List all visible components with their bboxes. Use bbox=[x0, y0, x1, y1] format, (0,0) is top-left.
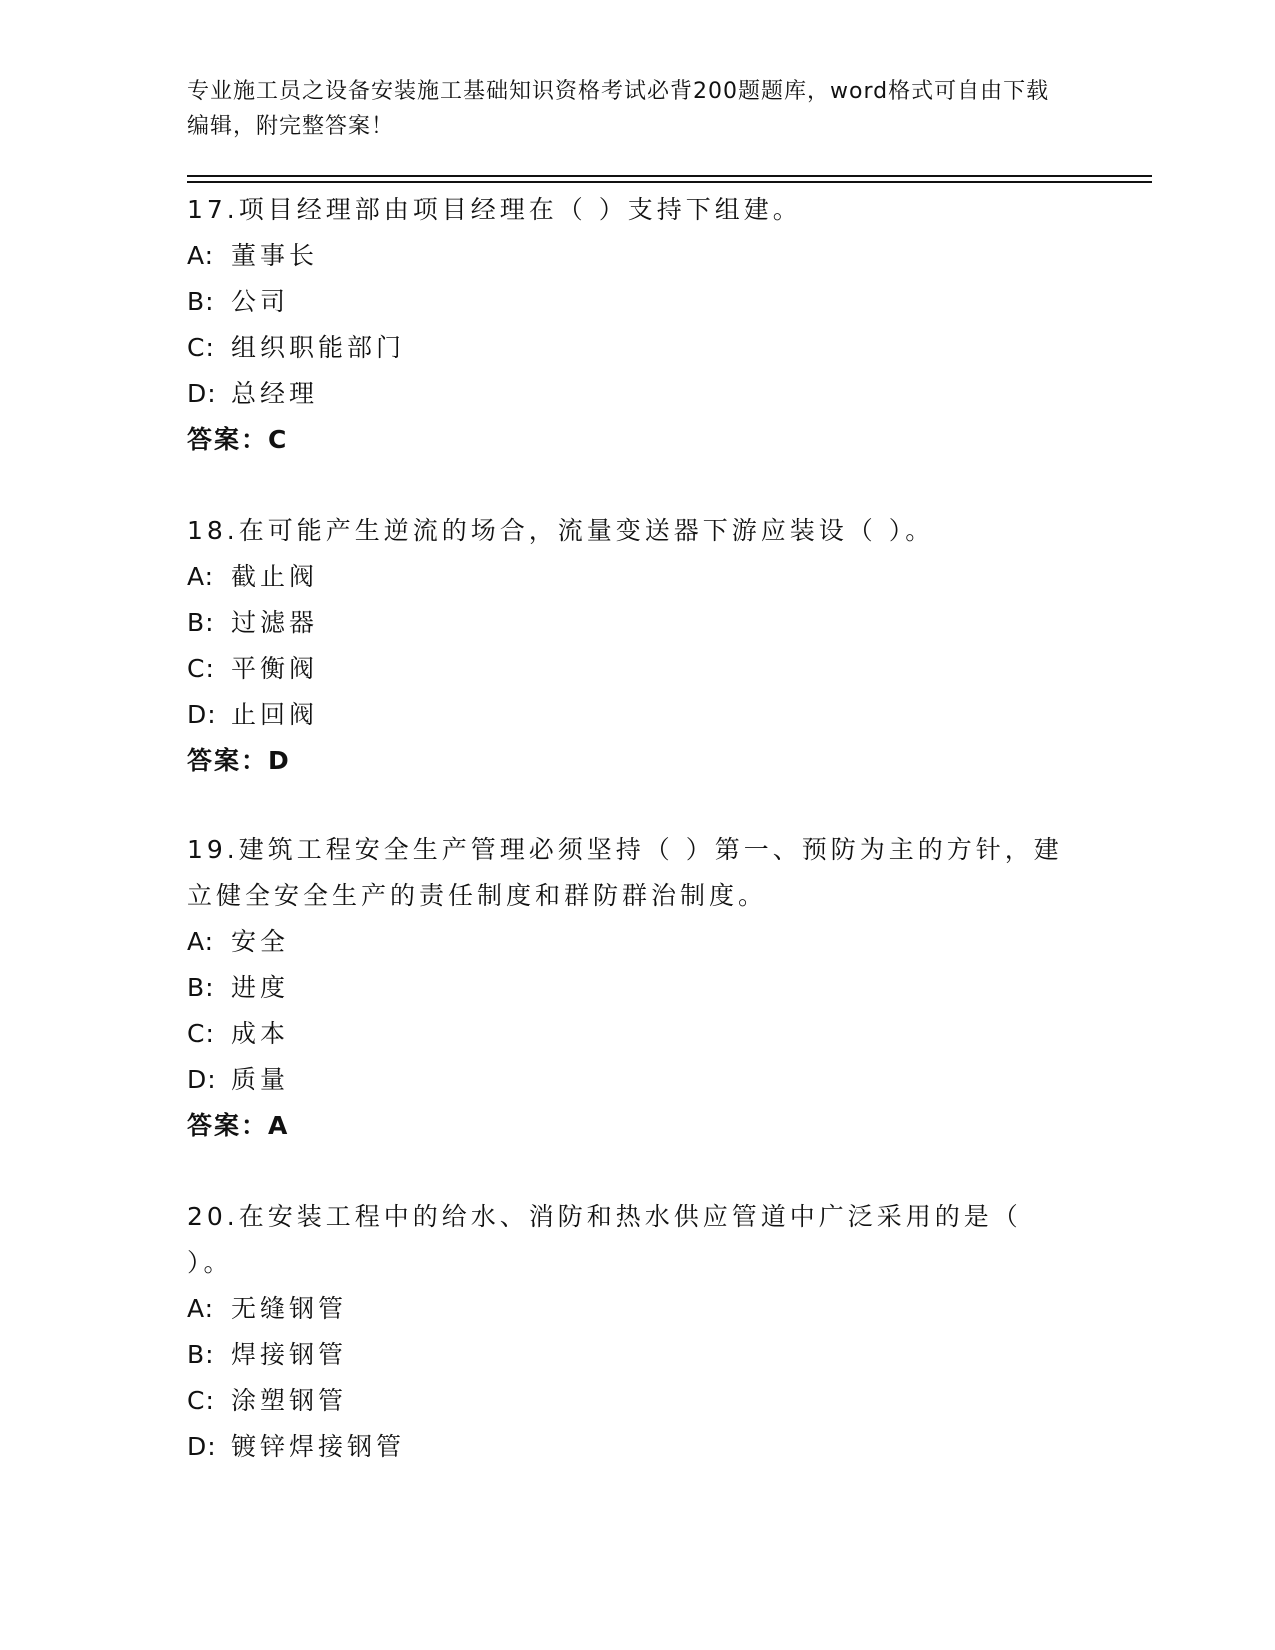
question-block bbox=[187, 1194, 1067, 1470]
option-letter: B: bbox=[187, 1340, 215, 1369]
option-d bbox=[187, 692, 1067, 738]
option-b bbox=[187, 279, 1067, 325]
option-letter: C: bbox=[187, 1019, 215, 1048]
option-d bbox=[187, 371, 1067, 417]
option-letter: D: bbox=[187, 379, 217, 408]
question-stem: 20.在安装工程中的给水、消防和热水供应管道中广泛采用的是（ ）。 bbox=[187, 1202, 1022, 1277]
option-letter: A: bbox=[187, 562, 215, 591]
answer-line: 答案：C bbox=[187, 425, 289, 454]
question-stem: 19.建筑工程安全生产管理必须坚持（ ）第一、预防为主的方针，建立健全安全生产的责任制度和群防群治制度。 bbox=[187, 835, 1063, 910]
question-stem: 17.项目经理部由项目经理在（ ）支持下组建。 bbox=[187, 195, 802, 224]
option-text: 公司 bbox=[231, 287, 290, 316]
option-letter: B: bbox=[187, 287, 215, 316]
option-letter: C: bbox=[187, 1386, 215, 1415]
option-c bbox=[187, 325, 1067, 371]
question-block bbox=[187, 827, 1067, 1149]
option-letter: C: bbox=[187, 333, 215, 362]
option-c bbox=[187, 1378, 1067, 1424]
option-text: 安全 bbox=[231, 927, 290, 956]
option-text: 涂塑钢管 bbox=[231, 1386, 348, 1415]
option-letter: B: bbox=[187, 608, 215, 637]
option-text: 组织职能部门 bbox=[231, 333, 406, 362]
option-letter: D: bbox=[187, 1065, 217, 1094]
option-text: 总经理 bbox=[231, 379, 319, 408]
option-text: 无缝钢管 bbox=[231, 1294, 348, 1323]
option-letter: D: bbox=[187, 700, 217, 729]
question-stem: 18.在可能产生逆流的场合，流量变送器下游应装设（ ）。 bbox=[187, 516, 935, 545]
answer-line: 答案：D bbox=[187, 746, 291, 775]
option-text: 成本 bbox=[231, 1019, 290, 1048]
option-text: 董事长 bbox=[231, 241, 319, 270]
option-c bbox=[187, 646, 1067, 692]
option-text: 过滤器 bbox=[231, 608, 319, 637]
question-block bbox=[187, 187, 1067, 463]
option-text: 质量 bbox=[231, 1065, 290, 1094]
option-d bbox=[187, 1057, 1067, 1103]
option-text: 平衡阀 bbox=[231, 654, 319, 683]
question-block bbox=[187, 508, 1067, 784]
option-text: 进度 bbox=[231, 973, 290, 1002]
answer-line: 答案：A bbox=[187, 1111, 290, 1140]
option-text: 截止阀 bbox=[231, 562, 319, 591]
option-a bbox=[187, 233, 1067, 279]
option-letter: A: bbox=[187, 241, 215, 270]
document-header: 专业施工员之设备安装施工基础知识资格考试必背200题题库，word格式可自由下载编辑，附完整答案！ bbox=[187, 79, 1050, 139]
option-letter: C: bbox=[187, 654, 215, 683]
option-b bbox=[187, 1332, 1067, 1378]
option-a bbox=[187, 554, 1067, 600]
option-text: 焊接钢管 bbox=[231, 1340, 348, 1369]
option-c bbox=[187, 1011, 1067, 1057]
header-divider-top bbox=[187, 175, 1152, 177]
option-letter: B: bbox=[187, 973, 215, 1002]
option-letter: A: bbox=[187, 927, 215, 956]
option-a bbox=[187, 919, 1067, 965]
option-d bbox=[187, 1424, 1067, 1470]
header-divider-bottom bbox=[187, 181, 1152, 183]
option-a bbox=[187, 1286, 1067, 1332]
option-b bbox=[187, 600, 1067, 646]
option-letter: D: bbox=[187, 1432, 217, 1461]
option-text: 镀锌焊接钢管 bbox=[231, 1432, 406, 1461]
option-b bbox=[187, 965, 1067, 1011]
option-text: 止回阀 bbox=[231, 700, 319, 729]
option-letter: A: bbox=[187, 1294, 215, 1323]
